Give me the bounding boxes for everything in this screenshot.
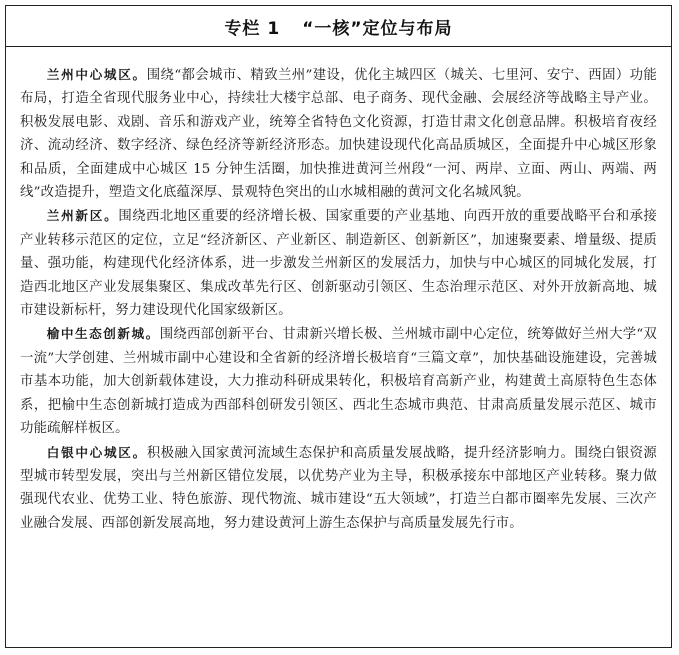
paragraph-body: 积极融入国家黄河流域生态保护和高质量发展战略，提升经济影响力。围绕白银资源型城市转型发展，突出与兰州新区错位发展，以优势产业为主导，积极承接东中部地区产业转移。聚力做强现代农业、优势工业、特色旅游、现代物流、城市建设“五大领域”，打造兰白都市圈率先发展、三次产业融合发展、西部创新发展高地，努力建设黄河上游生态保护与高质量发展先行市。 <box>20 445 657 531</box>
paragraph-yuzhong-city <box>20 322 657 440</box>
paragraph-heading: 兰州中心城区。 <box>46 67 147 82</box>
paragraph-lanzhou-new-area <box>20 204 657 322</box>
column-box <box>5 5 672 648</box>
column-title: “一核”定位与布局 <box>302 18 453 39</box>
column-header <box>6 6 671 47</box>
paragraph-lanzhou-center <box>20 63 657 204</box>
column-content <box>6 47 671 535</box>
paragraph-baiyin-center <box>20 441 657 536</box>
column-label: 专栏 1 <box>224 18 281 39</box>
paragraph-heading: 白银中心城区。 <box>46 444 147 460</box>
paragraph-body: 围绕“都会城市、精致兰州”建设，优化主城四区（城关、七里河、安宁、西固）功能布局，打造全省现代服务业中心，持续壮大楼宇总部、电子商务、现代金融、会展经济等战略主导产业。积极发展电影、戏剧、音乐和游戏产业，统筹全省特色文化资源，打造甘肃文化创意品牌。积极培育夜经济、流动经济、数字经济、绿色经济等新经济形态。加快建设现代化高品质城区，全面提升中心城区形象和品质，全面建成中心城区 15 分钟生活圈，加快推进黄河兰州段“一河、两岸、立面、两山、两端、两线”改造提升，塑造文化底蕴深厚、景观特色突出的山水城相融的黄河文化名城风貌。 <box>20 68 658 201</box>
paragraph-body: 围绕西北地区重要的经济增长极、国家重要的产业基地、向西开放的重要战略平台和承接产业转移示范区的定位，立足“经济新区、产业新区、制造新区、创新新区”，加速聚要素、增量级、提质量、强功能，构建现代化经济体系，进一步激发兰州新区的发展活力，加快与中心城区的同城化发展，打造西北地区产业发展集聚区、集成改革先行区、创新驱动引领区、生态治理示范区、对外开放新高地、城市建设新标杆，努力建设现代化国家级新区。 <box>20 209 658 319</box>
paragraph-body: 围绕西部创新平台、甘肃新兴增长极、兰州城市副中心定位，统筹做好兰州大学“双一流”大学创建、兰州城市副中心建设和全省新的经济增长极培育“三篇文章”，加快基础设施建设，完善城市基本功能，加大创新载体建设，大力推动科研成果转化，积极培育高新产业，构建黄土高原特色生态体系，把榆中生态创新城打造成为西部科创研发引领区、西北生态城市典范、甘肃高质量发展示范区、城市功能疏解样板区。 <box>20 327 658 437</box>
paragraph-heading: 兰州新区。 <box>46 208 119 224</box>
paragraph-heading: 榆中生态创新城。 <box>46 326 160 342</box>
